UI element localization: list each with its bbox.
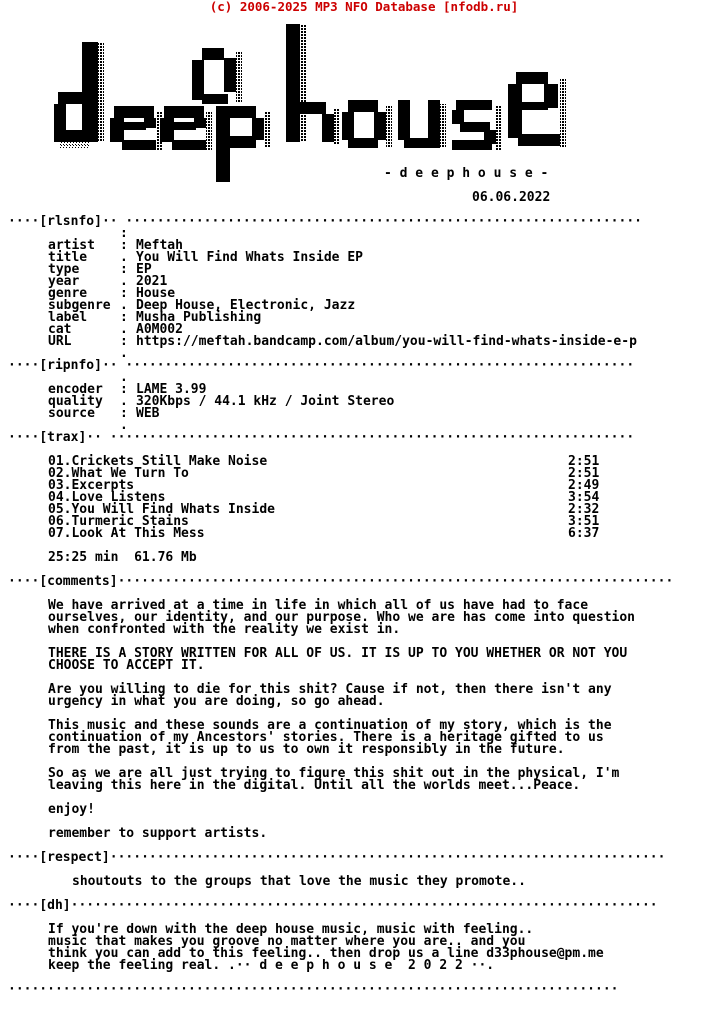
rlsnfo-value: Musha Publishing xyxy=(136,310,262,325)
ripnfo-key: encoder xyxy=(48,382,103,397)
colon-spacer: . xyxy=(120,370,128,385)
rlsnfo-separator: : xyxy=(120,310,128,325)
colon-spacer: . xyxy=(120,346,128,361)
dh-line: keep the feeling real. .·· d e e p h o u s e 2 0 2 2 ··. xyxy=(48,958,495,973)
rlsnfo-separator: : xyxy=(120,334,128,349)
rlsnfo-value: https://meftah.bandcamp.com/album/you-will-find-whats-inside-e-p xyxy=(136,334,637,349)
track-title: 06.Turmeric Stains xyxy=(48,514,189,529)
rlsnfo-separator: : xyxy=(120,262,128,277)
logo-letter-u xyxy=(398,100,446,148)
logo-letter-e-2 xyxy=(160,106,212,150)
dh-line: If you're down with the deep house music, music with feeling.. xyxy=(48,922,534,937)
comment-line: enjoy! xyxy=(48,802,95,817)
rlsnfo-key: subgenre xyxy=(48,298,111,313)
rlsnfo-separator: . xyxy=(120,298,128,313)
colon-spacer: : xyxy=(120,226,128,241)
logo-letter-o xyxy=(342,100,392,148)
dh-line: music that makes you groove no matter where you are.. and you xyxy=(48,934,526,949)
ripnfo-value: 320Kbps / 44.1 kHz / Joint Stereo xyxy=(136,394,395,409)
track-time: 2:32 xyxy=(568,502,600,517)
comment-line: So as we are all just trying to figure this shit out in the physical, I'm xyxy=(48,766,620,781)
track-title: 04.Love Listens xyxy=(48,490,166,505)
ripnfo-separator: . xyxy=(120,394,128,409)
track-time: 3:51 xyxy=(568,514,600,529)
section-divider-ripnfo: ····[ripnfo]·· ································································· xyxy=(8,358,635,373)
rlsnfo-value: 2021 xyxy=(136,274,168,289)
section-title-comments: [comments] xyxy=(39,574,118,589)
logo-letter-s xyxy=(452,100,502,150)
ripnfo-separator: : xyxy=(120,406,128,421)
comment-line: ourselves, our identity, and our purpose. Who we are has come into question xyxy=(48,610,635,625)
rlsnfo-separator: : xyxy=(120,238,128,253)
logo-letter-e-loop xyxy=(192,48,242,104)
logo-letter-d xyxy=(54,42,104,148)
rlsnfo-separator: : xyxy=(120,286,128,301)
logo-letter-p xyxy=(216,106,270,182)
track-title: 05.You Will Find Whats Inside xyxy=(48,502,275,517)
rlsnfo-value: A0M002 xyxy=(136,322,183,337)
rlsnfo-key: cat xyxy=(48,322,72,337)
track-title: 03.Excerpts xyxy=(48,478,135,493)
comment-line: when confronted with the reality we exist in. xyxy=(48,622,401,637)
track-time: 2:51 xyxy=(568,454,600,469)
site-header[interactable]: (c) 2006-2025 MP3 NFO Database [nfodb.ru] xyxy=(209,0,519,14)
comment-line: Are you willing to die for this shit? Cause if not, then there isn't any xyxy=(48,682,612,697)
track-title: 07.Look At This Mess xyxy=(48,526,205,541)
comment-line: THERE IS A STORY WRITTEN FOR ALL OF US. IT IS UP TO YOU WHETHER OR NOT YOU xyxy=(48,646,628,661)
footer-divider: ·············································································· xyxy=(8,982,619,997)
rlsnfo-value: Deep House, Electronic, Jazz xyxy=(136,298,356,313)
rlsnfo-separator: . xyxy=(120,322,128,337)
track-time: 6:37 xyxy=(568,526,600,541)
section-divider-dh: ····[dh]··········································································· xyxy=(8,898,658,913)
rlsnfo-separator: . xyxy=(120,250,128,265)
rlsnfo-key: type xyxy=(48,262,80,277)
section-title-trax: [trax] xyxy=(39,430,87,445)
section-divider-rlsnfo: ····[rlsnfo]·· ·································································· xyxy=(8,214,642,229)
section-title-rlsnfo: [rlsnfo] xyxy=(39,214,102,229)
rlsnfo-value: You Will Find Whats Inside EP xyxy=(136,250,363,265)
comment-line: This music and these sounds are a continuation of my story, which is the xyxy=(48,718,612,733)
rlsnfo-key: URL xyxy=(48,334,72,349)
ripnfo-value: WEB xyxy=(136,406,160,421)
track-time: 3:54 xyxy=(568,490,600,505)
tagline: - d e e p h o u s e - xyxy=(384,166,549,181)
track-title: 01.Crickets Still Make Noise xyxy=(48,454,268,469)
rlsnfo-key: year xyxy=(48,274,80,289)
section-title-dh: [dh] xyxy=(39,898,71,913)
rlsnfo-key: genre xyxy=(48,286,88,301)
rlsnfo-value: House xyxy=(136,286,176,301)
respect-text: shoutouts to the groups that love the music they promote.. xyxy=(72,874,526,889)
ripnfo-key: quality xyxy=(48,394,103,409)
track-time: 2:49 xyxy=(568,478,600,493)
comment-line: CHOOSE TO ACCEPT IT. xyxy=(48,658,205,673)
rlsnfo-value: EP xyxy=(136,262,152,277)
dh-line: think you can add to this feeling.. then drop us a line d33phouse@pm.me xyxy=(48,946,604,961)
release-date: 06.06.2022 xyxy=(472,190,551,205)
rlsnfo-key: artist xyxy=(48,238,95,253)
section-divider-comments: ····[comments]······································································· xyxy=(8,574,674,589)
section-title-respect: [respect] xyxy=(39,850,110,865)
comment-line: We have arrived at a time in life in which all of us have had to face xyxy=(48,598,589,613)
rlsnfo-separator: . xyxy=(120,274,128,289)
logo-letter-e-1 xyxy=(110,106,162,150)
rlsnfo-key: title xyxy=(48,250,88,265)
rlsnfo-value: Meftah xyxy=(136,238,183,253)
comment-line: urgency in what you are doing, so go ahead. xyxy=(48,694,385,709)
track-time: 2:51 xyxy=(568,466,600,481)
ripnfo-key: source xyxy=(48,406,95,421)
track-title: 02.What We Turn To xyxy=(48,466,189,481)
ripnfo-separator: : xyxy=(120,382,128,397)
section-divider-trax: ····[trax]·· ··································································· xyxy=(8,430,635,445)
section-title-ripnfo: [ripnfo] xyxy=(39,358,102,373)
comment-line: continuation of my Ancestors' stories. There is a heritage gifted to us xyxy=(48,730,604,745)
section-divider-respect: ····[respect]······································································· xyxy=(8,850,666,865)
logo-letter-e-3 xyxy=(508,72,566,148)
logo-letter-h xyxy=(286,24,340,144)
colon-spacer: . xyxy=(120,418,128,433)
comment-line: leaving this here in the digital. Until all the worlds meet...Peace. xyxy=(48,778,581,793)
ripnfo-value: LAME 3.99 xyxy=(136,382,207,397)
rlsnfo-key: label xyxy=(48,310,88,325)
deephouse-logo xyxy=(52,22,572,182)
totals: 25:25 min 61.76 Mb xyxy=(48,550,197,565)
comment-line: from the past, it is up to us to own it responsibly in the future. xyxy=(48,742,565,757)
comment-line: remember to support artists. xyxy=(48,826,268,841)
